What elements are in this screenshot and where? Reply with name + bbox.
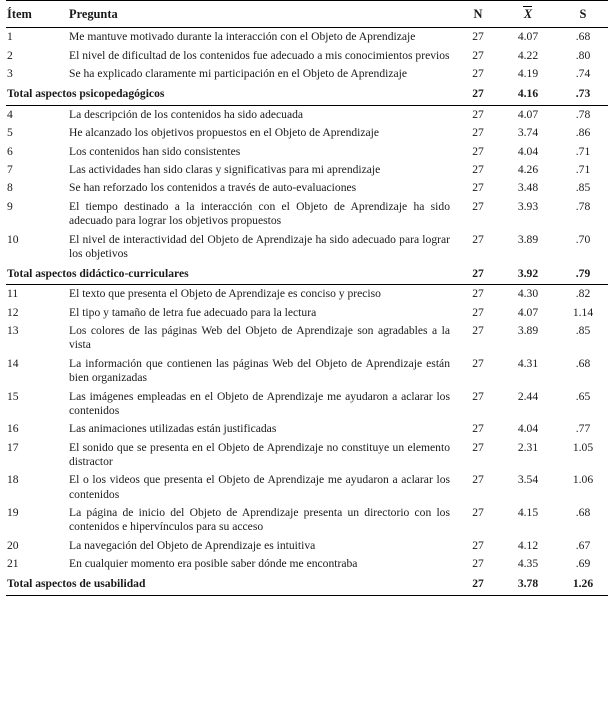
cell-mean-value: 4.07 <box>517 107 539 121</box>
cell-n-value: 27 <box>472 48 484 62</box>
cell-sd-value: .68 <box>575 30 591 44</box>
total-label: Total aspectos didáctico-curriculares <box>6 263 458 285</box>
cell-sd-value: .67 <box>575 538 591 552</box>
cell-sd-value: .80 <box>575 48 591 62</box>
cell-n-value: 27 <box>472 232 484 246</box>
cell-item-number: 2 <box>7 48 13 62</box>
cell-item-number: 3 <box>7 67 13 81</box>
evaluation-results-table <box>6 0 608 596</box>
cell-n-value: 27 <box>472 163 484 176</box>
total-label: Total aspectos psicopedagógicos <box>6 84 458 106</box>
table-row-total <box>6 263 608 285</box>
cell-n-value: 27 <box>472 144 484 158</box>
table-row <box>6 124 608 142</box>
cell-sd-value: .68 <box>575 506 591 520</box>
table-row <box>6 420 608 438</box>
cell-mean-value: 4.22 <box>517 48 539 62</box>
cell-mean-value: 3.89 <box>517 232 539 246</box>
cell-question-text: Las imágenes empleadas en el Objeto de Aprendizaje me ayudaron a aclarar los contenidos <box>69 389 450 417</box>
cell-mean-value: 3.89 <box>517 324 539 338</box>
table-row <box>6 504 608 537</box>
cell-sd-value: .74 <box>575 67 591 81</box>
cell-mean-value: 4.19 <box>517 67 539 81</box>
cell-sd-value: .71 <box>575 144 591 158</box>
cell-n-value: 27 <box>472 199 484 213</box>
cell-mean-value: 4.12 <box>517 538 539 552</box>
column-header-mean <box>498 1 558 28</box>
cell-sd-value: .70 <box>575 232 591 246</box>
cell-item-number: 16 <box>7 422 19 436</box>
column-header-s: S <box>558 1 608 28</box>
cell-n-value: 27 <box>458 84 498 106</box>
cell-sd-value: .82 <box>575 287 591 301</box>
cell-mean-value: 4.07 <box>517 30 539 44</box>
cell-n-value: 27 <box>472 67 484 81</box>
cell-n-value: 27 <box>458 263 498 285</box>
cell-sd-value: .71 <box>575 163 591 176</box>
cell-n-value: 27 <box>472 287 484 301</box>
cell-question-text: El tipo y tamaño de letra fue adecuado para la lectura <box>69 305 317 319</box>
cell-question-text: Se han reforzado los contenidos a través de auto-evaluaciones <box>69 181 357 195</box>
cell-sd-value: 1.06 <box>572 473 594 487</box>
table-row <box>6 161 608 179</box>
cell-n-value: 27 <box>472 422 484 436</box>
cell-question-text: El tiempo destinado a la interacción con el Objeto de Aprendizaje ha sido adecuado para lograr los objetivos propuestos <box>69 199 450 228</box>
cell-item-number: 9 <box>7 199 13 213</box>
cell-sd-value: .68 <box>575 356 591 370</box>
cell-question-text: Se ha explicado claramente mi participación en el Objeto de Aprendizaje <box>69 67 408 81</box>
table-row <box>6 285 608 304</box>
cell-n-value: 27 <box>472 506 484 520</box>
cell-sd-value: .78 <box>575 107 591 121</box>
cell-n-value: 27 <box>472 30 484 44</box>
cell-mean-value: 4.07 <box>517 305 539 319</box>
cell-mean-value: 3.74 <box>517 126 539 140</box>
cell-question-text: La página de inicio del Objeto de Aprendizaje presenta un directorio con los contenidos e hipervínculos para su acceso <box>69 506 450 534</box>
cell-n-value: 27 <box>472 473 484 487</box>
cell-item-number: 13 <box>7 324 19 338</box>
table-row <box>6 471 608 504</box>
table-body <box>6 28 608 595</box>
total-label: Total aspectos de usabilidad <box>6 574 458 596</box>
cell-question-text: El o los videos que presenta el Objeto de Aprendizaje me ayudaron a aclarar los contenidos <box>69 473 450 501</box>
cell-mean-value: 4.04 <box>517 422 539 436</box>
cell-mean-value: 4.16 <box>498 84 558 106</box>
cell-sd-value: 1.05 <box>572 440 594 454</box>
cell-item-number: 10 <box>7 232 19 246</box>
table-row <box>6 537 608 555</box>
cell-sd-value: 1.14 <box>572 305 594 319</box>
cell-mean-value: 4.35 <box>517 557 539 571</box>
table-row <box>6 179 608 197</box>
column-header-pregunta: Pregunta <box>62 1 458 28</box>
cell-question-text: Los contenidos han sido consistentes <box>69 144 241 158</box>
cell-question-text: El nivel de dificultad de los contenidos fue adecuado a mis conocimientos previos <box>69 48 450 62</box>
table-row-total <box>6 84 608 106</box>
header-row <box>6 1 608 28</box>
cell-item-number: 19 <box>7 506 19 520</box>
cell-mean-value: 4.26 <box>517 163 539 176</box>
cell-mean-value: 3.48 <box>517 181 539 195</box>
cell-question-text: El texto que presenta el Objeto de Aprendizaje es conciso y preciso <box>69 287 381 301</box>
cell-n-value: 27 <box>472 389 484 403</box>
cell-n-value: 27 <box>472 305 484 319</box>
cell-item-number: 20 <box>7 538 19 552</box>
cell-item-number: 1 <box>7 30 13 44</box>
cell-mean-value: 4.31 <box>517 356 539 370</box>
table-row <box>6 198 608 231</box>
cell-question-text: La navegación del Objeto de Aprendizaje es intuitiva <box>69 538 316 552</box>
cell-mean-value: 3.54 <box>517 473 539 487</box>
table-row <box>6 142 608 160</box>
cell-question-text: Me mantuve motivado durante la interacción con el Objeto de Aprendizaje <box>69 30 416 44</box>
table-row <box>6 322 608 355</box>
cell-question-text: Las actividades han sido claras y significativas para mi aprendizaje <box>69 163 381 176</box>
cell-n-value: 27 <box>472 126 484 140</box>
table-row <box>6 439 608 472</box>
cell-item-number: 6 <box>7 144 13 158</box>
cell-sd-value: .69 <box>575 557 591 571</box>
cell-mean-value: 4.15 <box>517 506 539 520</box>
column-header-n: N <box>458 1 498 28</box>
cell-n-value: 27 <box>472 107 484 121</box>
table-row <box>6 65 608 83</box>
table-row <box>6 28 608 47</box>
cell-item-number: 18 <box>7 473 19 487</box>
cell-n-value: 27 <box>472 181 484 195</box>
cell-sd-value: .78 <box>575 199 591 213</box>
table-row-total <box>6 574 608 596</box>
cell-sd-value: .65 <box>575 389 591 403</box>
table-header <box>6 1 608 28</box>
cell-item-number: 7 <box>7 163 13 176</box>
x-bar-symbol: X <box>523 7 533 21</box>
table-row <box>6 555 608 573</box>
cell-n-value: 27 <box>458 574 498 596</box>
cell-sd-value: .85 <box>575 181 591 195</box>
cell-question-text: La descripción de los contenidos ha sido adecuada <box>69 107 304 121</box>
cell-question-text: El sonido que se presenta en el Objeto de Aprendizaje no constituye un elemento distractor <box>69 440 450 468</box>
cell-item-number: 4 <box>7 107 13 121</box>
cell-n-value: 27 <box>472 324 484 338</box>
cell-question-text: Las animaciones utilizadas están justificadas <box>69 422 277 436</box>
cell-n-value: 27 <box>472 356 484 370</box>
cell-sd-value: .77 <box>575 422 591 436</box>
cell-sd-value: .85 <box>575 324 591 338</box>
cell-item-number: 5 <box>7 126 13 140</box>
table-row <box>6 355 608 388</box>
cell-item-number: 21 <box>7 557 19 571</box>
cell-item-number: 17 <box>7 440 19 454</box>
cell-item-number: 12 <box>7 305 19 319</box>
table-row <box>6 304 608 322</box>
cell-mean-value: 4.30 <box>517 287 539 301</box>
cell-item-number: 11 <box>7 287 19 301</box>
cell-n-value: 27 <box>472 538 484 552</box>
cell-question-text: En cualquier momento era posible saber dónde me encontraba <box>69 557 358 571</box>
cell-mean-value: 2.31 <box>517 440 539 454</box>
cell-item-number: 15 <box>7 389 19 403</box>
table-row <box>6 387 608 420</box>
cell-question-text: He alcanzado los objetivos propuestos en el Objeto de Aprendizaje <box>69 126 380 140</box>
cell-item-number: 8 <box>7 181 13 195</box>
cell-mean-value: 3.92 <box>498 263 558 285</box>
cell-question-text: La información que contienen las páginas Web del Objeto de Aprendizaje están bien organizadas <box>69 356 450 385</box>
cell-item-number: 14 <box>7 356 19 370</box>
cell-sd-value: .73 <box>558 84 608 106</box>
cell-mean-value: 4.04 <box>517 144 539 158</box>
cell-sd-value: 1.26 <box>558 574 608 596</box>
table-row <box>6 105 608 124</box>
table-row <box>6 230 608 263</box>
cell-mean-value: 3.78 <box>498 574 558 596</box>
cell-mean-value: 3.93 <box>517 199 539 213</box>
cell-question-text: El nivel de interactividad del Objeto de Aprendizaje ha sido adecuado para lograr los objetivos <box>69 232 450 260</box>
table-row <box>6 47 608 65</box>
cell-mean-value: 2.44 <box>517 389 539 403</box>
cell-sd-value: .79 <box>558 263 608 285</box>
cell-n-value: 27 <box>472 440 484 454</box>
cell-n-value: 27 <box>472 557 484 571</box>
cell-sd-value: .86 <box>575 126 591 140</box>
column-header-item: Ítem <box>6 1 62 28</box>
cell-question-text: Los colores de las páginas Web del Objeto de Aprendizaje son agradables a la vista <box>69 324 450 352</box>
